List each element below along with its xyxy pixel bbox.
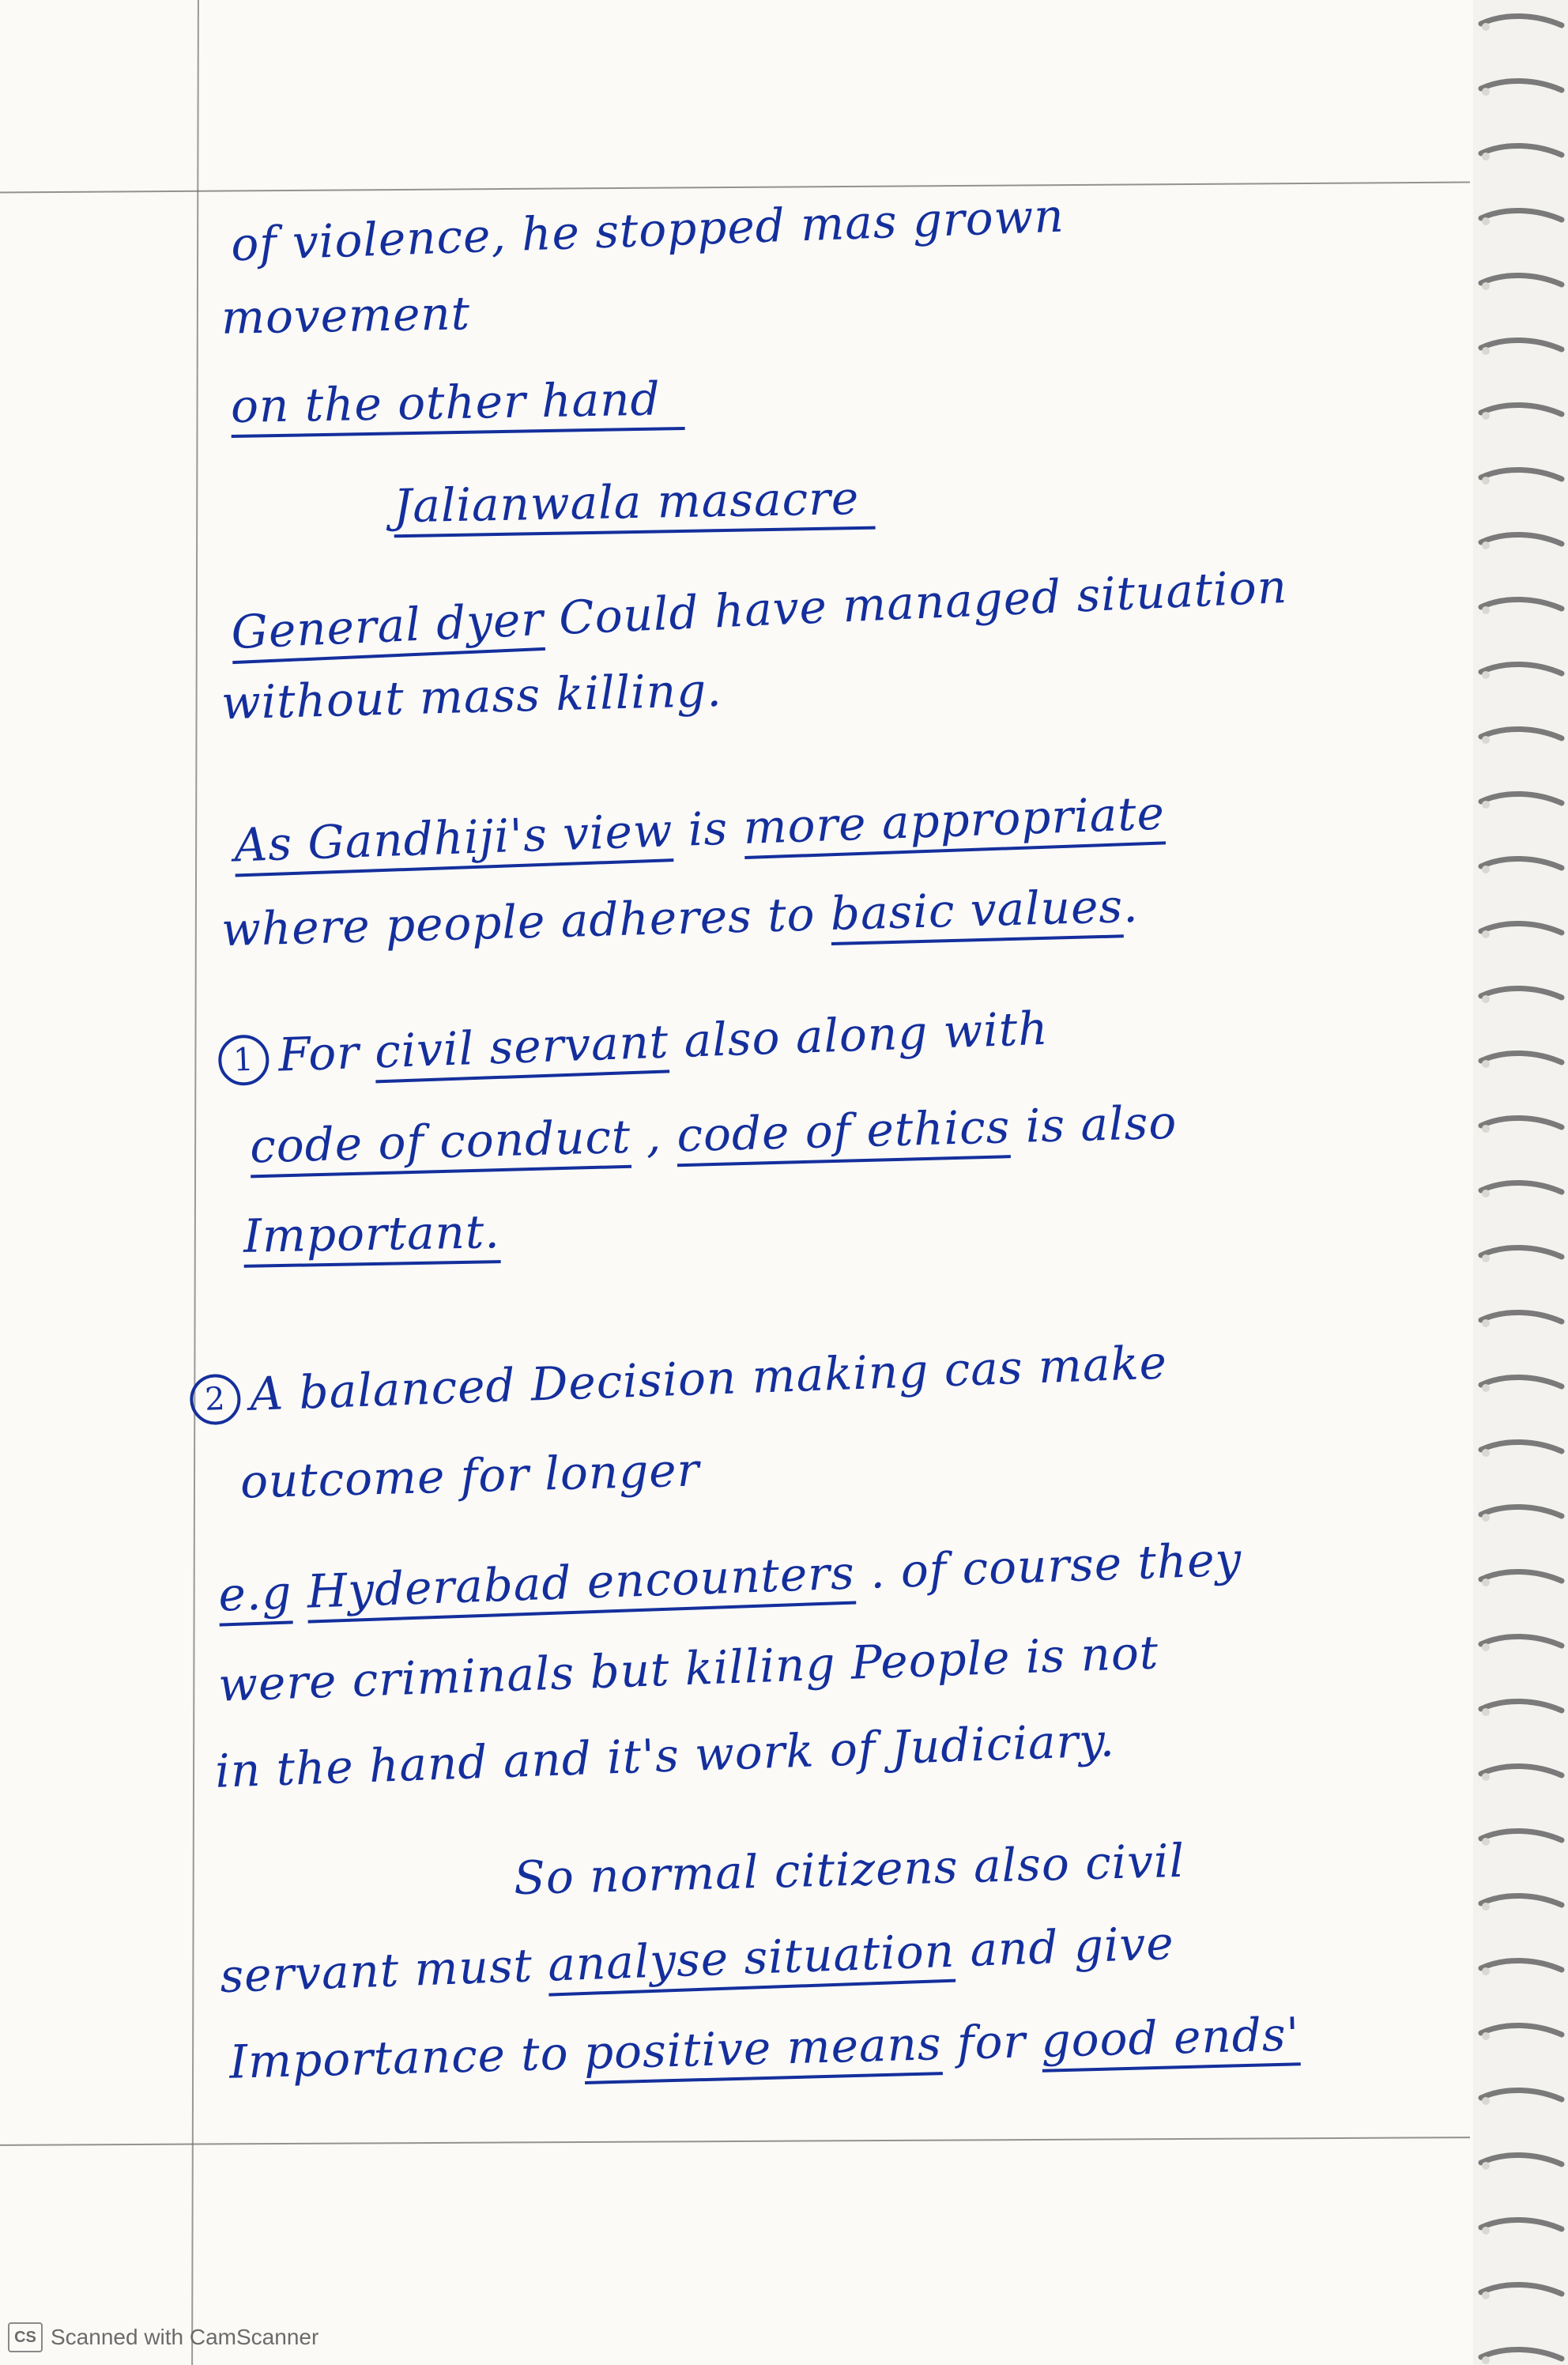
punch-hole: [1482, 2356, 1490, 2364]
plain-text: A balanced Decision making cas make: [249, 1335, 1168, 1421]
note-line-1: of violence, he stopped mas grown: [230, 188, 1065, 272]
punch-hole: [1482, 477, 1490, 485]
punch-hole: [1482, 930, 1490, 938]
note-line-10: [249, 1095, 1178, 1174]
punch-hole: [1482, 801, 1490, 809]
note-line-11: [243, 1205, 501, 1263]
note-line-12: [189, 1335, 1168, 1425]
underlined-text: code of ethics: [677, 1100, 1012, 1167]
top-rule: [0, 182, 1470, 194]
punch-hole: [1482, 1384, 1490, 1392]
watermark-text: Scanned with CamScanner: [51, 2325, 319, 2349]
underlined-text: code of conduct: [249, 1110, 631, 1179]
punch-hole: [1482, 1125, 1490, 1133]
punch-hole: [1482, 88, 1490, 96]
note-line-9: [217, 1001, 1050, 1087]
punch-hole: [1482, 1967, 1490, 1975]
punch-hole: [1482, 347, 1490, 355]
note-line-4: [393, 471, 876, 534]
plain-text: for: [940, 2013, 1042, 2071]
plain-text: Importance to: [228, 2025, 585, 2089]
punch-hole: [1482, 23, 1490, 31]
punch-hole: [1482, 217, 1490, 225]
point-number: 1: [217, 1034, 270, 1086]
plain-text: ,: [630, 1108, 678, 1164]
punch-hole: [1482, 282, 1490, 290]
note-line-17: So normal citizens also civil: [513, 1833, 1185, 1906]
punch-hole: [1482, 1190, 1490, 1198]
punch-hole: [1482, 1708, 1490, 1716]
note-line-13: outcome for longer: [239, 1443, 701, 1509]
punch-hole: [1482, 1319, 1490, 1327]
underlined-text: analyse situation: [547, 1924, 956, 1997]
scanner-watermark: [8, 2322, 318, 2352]
plain-text: also along with: [667, 1001, 1050, 1069]
camscanner-logo: CS: [8, 2322, 43, 2352]
punch-hole: [1482, 995, 1490, 1003]
punch-hole: [1482, 1643, 1490, 1651]
note-line-14: [217, 1532, 1243, 1622]
punch-hole: [1482, 2032, 1490, 2040]
plain-text: . of course they: [854, 1532, 1243, 1600]
plain-text: Could have managed situation: [542, 559, 1289, 646]
punch-hole: [1482, 2227, 1490, 2235]
plain-text: servant must: [219, 1937, 549, 2004]
punch-hole: [1482, 1060, 1490, 1068]
underlined-text: positive means: [583, 2016, 943, 2084]
point-number: 2: [189, 1373, 241, 1425]
punch-hole: [1482, 2162, 1490, 2170]
underlined-text: good ends': [1041, 2007, 1301, 2073]
note-line-7: [233, 786, 1166, 873]
note-line-18: [219, 1915, 1175, 2004]
note-line-6: without mass killing.: [220, 662, 723, 730]
punch-hole: [1482, 1254, 1490, 1262]
plain-text: .: [1122, 878, 1140, 934]
plain-text: is: [672, 801, 744, 858]
note-line-19: [228, 2007, 1301, 2089]
note-line-5: [230, 559, 1289, 660]
underlined-text: basic values: [830, 879, 1124, 945]
punch-hole: [1482, 1838, 1490, 1846]
underlined-heading: on the other hand: [230, 372, 684, 438]
punch-hole: [1482, 606, 1490, 614]
underlined-text: civil servant: [374, 1014, 670, 1083]
punch-hole: [1482, 541, 1490, 549]
note-line-3: [230, 372, 685, 434]
punch-hole: [1482, 412, 1490, 420]
punch-hole: [1482, 1773, 1490, 1781]
plain-text: and give: [953, 1915, 1175, 1978]
underlined-text: Important.: [243, 1205, 500, 1268]
punch-hole: [1482, 1579, 1490, 1586]
punch-hole: [1482, 2097, 1490, 2105]
bottom-rule: [0, 2137, 1470, 2146]
note-line-15: were criminals but killing People is not: [217, 1625, 1160, 1712]
underlined-heading: Jalianwala masacre: [393, 471, 875, 538]
punch-hole: [1482, 1514, 1490, 1522]
plain-text: For: [277, 1024, 376, 1082]
underlined-text: General dyer: [230, 592, 545, 664]
underlined-text: more appropriate: [742, 786, 1166, 859]
plain-text: is also: [1009, 1095, 1178, 1154]
note-line-8: [220, 878, 1140, 957]
note-line-2: movement: [220, 286, 471, 345]
punch-hole: [1482, 671, 1490, 679]
punch-hole: [1482, 736, 1490, 744]
note-line-16: in the hand and it's work of Judiciary.: [214, 1713, 1116, 1798]
spiral-binding: [1473, 0, 1568, 2365]
underlined-text: e.g: [217, 1565, 292, 1626]
underlined-text: Hyderabad encounters: [306, 1546, 855, 1624]
punch-hole: [1482, 153, 1490, 160]
underlined-text: As Gandhiji's view: [233, 803, 674, 877]
punch-hole: [1482, 866, 1490, 873]
punch-hole: [1482, 2291, 1490, 2299]
margin-rule: [191, 0, 199, 2365]
punch-hole: [1482, 1903, 1490, 1910]
plain-text: where people adheres to: [220, 887, 831, 957]
punch-hole: [1482, 1449, 1490, 1457]
